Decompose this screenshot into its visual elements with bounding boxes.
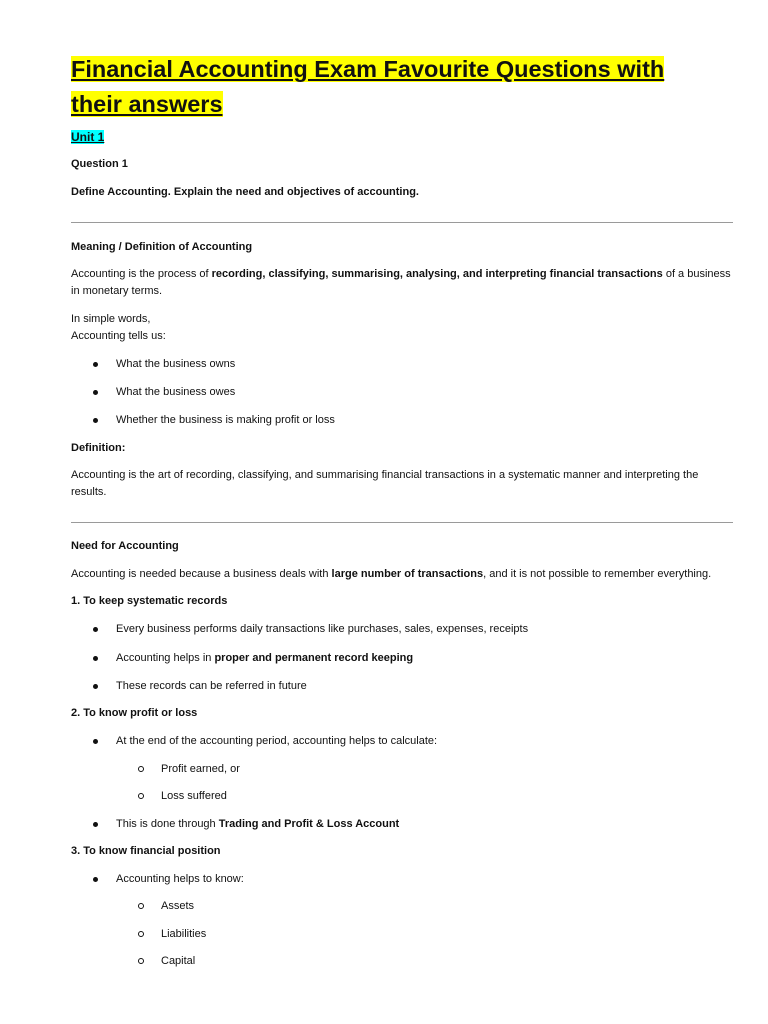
- question-text: Define Accounting. Explain the need and objectives of accounting.: [71, 186, 419, 198]
- circle-bullet-icon: [138, 793, 144, 799]
- tells-us-line: Accounting tells us:: [71, 330, 166, 342]
- bullet-icon: [93, 656, 98, 661]
- unit-label: Unit 1: [71, 130, 105, 144]
- need-heading: Need for Accounting: [71, 540, 179, 552]
- list-item: Accounting helps to know:: [116, 873, 244, 885]
- circle-bullet-icon: [138, 766, 144, 772]
- bullet-icon: [93, 418, 98, 423]
- bullet-icon: [93, 362, 98, 367]
- list-item: At the end of the accounting period, accounting helps to calculate:: [116, 735, 438, 747]
- document-title: Financial Accounting Exam Favourite Questions with their answers: [71, 56, 665, 117]
- need-intro: Accounting is needed because a business deals with large number of transactions, and it is not possible to remember everything.: [71, 568, 712, 580]
- list-item: Whether the business is making profit or loss: [116, 414, 335, 426]
- list-item: What the business owns: [116, 358, 236, 370]
- simple-words-line: In simple words,: [71, 313, 151, 325]
- sub-list-item: Capital: [161, 955, 196, 967]
- sub-list-item: Assets: [161, 900, 195, 912]
- bullet-icon: [93, 877, 98, 882]
- list-item: Every business performs daily transactions like purchases, sales, expenses, receipts: [116, 623, 529, 635]
- meaning-paragraph: Accounting is the process of recording, classifying, summarising, analysing, and interpreting financial transactions of a business in monetary terms.: [71, 268, 731, 297]
- bullet-icon: [93, 739, 98, 744]
- list-item: Accounting helps in proper and permanent record keeping: [116, 652, 414, 664]
- bullet-icon: [93, 390, 98, 395]
- circle-bullet-icon: [138, 903, 144, 909]
- list-item: This is done through Trading and Profit & Loss Account: [116, 818, 400, 830]
- sub-list-item: Liabilities: [161, 928, 207, 940]
- definition-label: Definition:: [71, 442, 126, 454]
- bullet-icon: [93, 684, 98, 689]
- list-item: These records can be referred in future: [116, 680, 307, 692]
- question-number: Question 1: [71, 158, 128, 170]
- meaning-heading: Meaning / Definition of Accounting: [71, 241, 253, 253]
- divider: [71, 522, 733, 523]
- sub-list-item: Profit earned, or: [161, 763, 240, 775]
- bullet-icon: [93, 822, 98, 827]
- list-item: What the business owes: [116, 386, 236, 398]
- circle-bullet-icon: [138, 931, 144, 937]
- section-heading: 2. To know profit or loss: [71, 707, 198, 719]
- section-heading: 3. To know financial position: [71, 845, 221, 857]
- bullet-icon: [93, 627, 98, 632]
- definition-text: Accounting is the art of recording, classifying, and summarising financial transactions in a systematic manner and interpreting the results.: [71, 469, 699, 498]
- circle-bullet-icon: [138, 958, 144, 964]
- divider: [71, 222, 733, 223]
- section-heading: 1. To keep systematic records: [71, 595, 228, 607]
- sub-list-item: Loss suffered: [161, 790, 227, 802]
